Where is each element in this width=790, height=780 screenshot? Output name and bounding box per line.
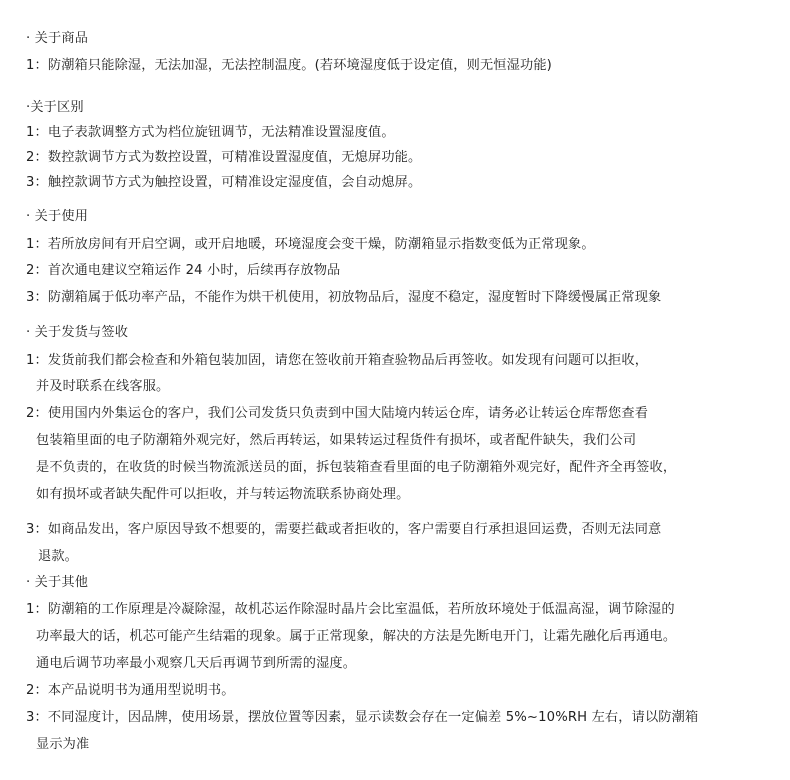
usage-item-3: 3：防潮箱属于低功率产品，不能作为烘干机使用，初放物品后，湿度不稳定，湿度暂时下降缓慢属正常现象 [26,290,662,305]
other-item-1-line-3: 通电后调节功率最小观察几天后再调节到所需的湿度。 [36,656,357,671]
difference-item-3: 3：触控款调节方式为触控设置，可精准设定湿度值，会自动熄屏。 [26,175,422,190]
shipping-item-1-line-2: 并及时联系在线客服。 [36,379,170,394]
difference-item-1: 1：电子表款调整方式为档位旋钮调节，无法精准设置湿度值。 [26,125,395,140]
difference-item-2: 2：数控款调节方式为数控设置，可精准设置湿度值，无熄屏功能。 [26,150,422,165]
shipping-item-2-line-1: 2：使用国内外集运仓的客户，我们公司发货只负责到中国大陆境内转运仓库，请务必让转运仓库帮您查看 [26,406,649,421]
shipping-item-1-line-1: 1：发货前我们都会检查和外箱包装加固，请您在签收前开箱查验物品后再签收。如发现有问题可以拒收， [26,353,649,368]
shipping-item-2-line-4: 如有损坏或者缺失配件可以拒收，并与转运物流联系协商处理。 [36,487,410,502]
shipping-item-3-line-1: 3：如商品发出，客户原因导致不想要的，需要拦截或者拒收的，客户需要自行承担退回运费，否则无法同意 [26,522,662,537]
other-item-3-line-2: 显示为准 [36,737,90,752]
other-item-1-line-2: 功率最大的话，机芯可能产生结霜的现象。属于正常现象，解决的方法是先断电开门，让霜先融化后再通电。 [36,629,677,644]
other-item-2: 2：本产品说明书为通用型说明书。 [26,683,235,698]
other-item-1-line-1: 1：防潮箱的工作原理是冷凝除湿，故机芯运作除湿时晶片会比室温低，若所放环境处于低温高湿，调节除湿的 [26,602,675,617]
shipping-item-2-line-2: 包装箱里面的电子防潮箱外观完好，然后再转运，如果转运过程货件有损坏，或者配件缺失，我们公司 [36,433,637,448]
usage-item-2: 2：首次通电建议空箱运作 24 小时，后续再存放物品 [26,263,341,278]
shipping-item-2-line-3: 是不负责的，在收货的时候当物流派送员的面，拆包装箱查看里面的电子防潮箱外观完好，配件齐全再签收， [36,460,677,475]
section-heading-other: · 关于其他 [26,575,89,590]
section-heading-shipping: · 关于发货与签收 [26,325,129,340]
product-item-1: 1：防潮箱只能除湿，无法加湿，无法控制温度。(若环境湿度低于设定值，则无恒湿功能) [26,58,552,73]
other-item-3-line-1: 3：不同湿度计，因品牌，使用场景，摆放位置等因素，显示读数会存在一定偏差 5%~10%RH 左右，请以防潮箱 [26,710,699,725]
shipping-item-3-line-2: 退款。 [38,549,79,564]
usage-item-1: 1：若所放房间有开启空调，或开启地暖，环境湿度会变干燥，防潮箱显示指数变低为正常现象。 [26,237,595,252]
section-heading-difference: ·关于区别 [26,100,84,115]
section-heading-usage: · 关于使用 [26,209,89,224]
section-heading-product: · 关于商品 [26,31,89,46]
